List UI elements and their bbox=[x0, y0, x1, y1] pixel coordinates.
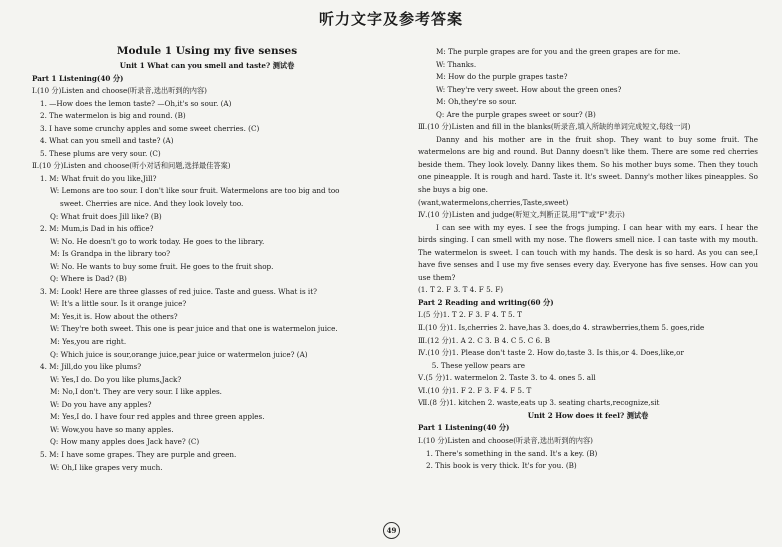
dialogue-line: M: Yes,it is. How about the others? bbox=[50, 311, 178, 321]
page-title: 听力文字及参考答案 bbox=[318, 10, 463, 28]
dialogue-line: 2. M: Mum,is Dad in his office? bbox=[40, 224, 154, 234]
dialogue-line: Q: How many apples does Jack have? (C) bbox=[50, 437, 200, 447]
answer-line: 3. I have some crunchy apples and some sweet cherries. (C) bbox=[40, 123, 260, 133]
dialogue-line: M: Yes,I do. I have four red apples and three green apples. bbox=[50, 412, 265, 422]
dialogue-line: W: Do you have any apples? bbox=[50, 399, 152, 409]
part-heading: Part 2 Reading and writing(60 分) bbox=[418, 297, 554, 307]
dialogue-line: Q: What fruit does Jill like? (B) bbox=[50, 211, 162, 221]
dialogue-line: M: Oh,they're so sour. bbox=[436, 97, 517, 107]
dialogue-line: W: Yes,I do. Do you like plums,Jack? bbox=[50, 374, 182, 384]
dialogue-line: 3. M: Look! Here are three glasses of red juice. Taste and guess. What is it? bbox=[40, 286, 317, 296]
dialogue-line: Q: Are the purple grapes sweet or sour? (B) bbox=[436, 109, 596, 119]
dialogue-line: Q: Where is Dad? (B) bbox=[50, 274, 127, 284]
dialogue-line: Q: Which juice is sour,orange juice,pear juice or watermelon juice? (A) bbox=[50, 349, 308, 359]
dialogue-line: sweet. Cherries are nice. And they look lovely too. bbox=[60, 199, 244, 209]
left-column bbox=[32, 42, 382, 474]
dialogue-line: W: No. He doesn't go to work today. He goes to the library. bbox=[50, 236, 265, 246]
answer-line: Ⅵ.(10 分)1. F 2. F 3. F 4. F 5. T bbox=[418, 385, 532, 395]
dialogue-line: W: Thanks. bbox=[436, 59, 477, 69]
answer-line: Ⅶ.(8 分)1. kitchen 2. waste,eats up 3. seating charts,recognize,sit bbox=[418, 398, 660, 408]
dialogue-line: W: They're very sweet. How about the green ones? bbox=[436, 84, 622, 94]
section-heading: Ⅱ.(10 分)Listen and choose(听小对话和问题,选择最佳答案) bbox=[32, 161, 231, 171]
dialogue-line: 5. M: I have some grapes. They are purple and green. bbox=[40, 449, 237, 459]
dialogue-line: 4. M: Jill,do you like plums? bbox=[40, 362, 142, 372]
answer-line: Ⅱ.(10 分)1. Is,cherries 2. have,has 3. does,do 4. strawberries,them 5. goes,ride bbox=[418, 323, 705, 333]
answer-line: Ⅳ.(10 分)1. Please don't taste 2. How do,taste 3. Is this,or 4. Does,like,or bbox=[418, 348, 684, 358]
part-heading: Part 1 Listening(40 分) bbox=[32, 73, 124, 83]
passage-paragraph: Danny and his mother are in the fruit shop. They want to buy some fruit. The watermelons are big and round. But Danny doesn't like them. There are some red cherries beside them. They look lovely. Danny likes them. So his mother buys some. Then they touch one pineapple. It is rough and hard. Taste it. It's sweet. Danny's mother likes pineapples. So she buys a big one. bbox=[418, 134, 758, 195]
part-heading: Part 1 Listening(40 分) bbox=[418, 423, 510, 433]
dialogue-line: W: No. He wants to buy some fruit. He goes to the fruit shop. bbox=[50, 261, 274, 271]
unit-title: Unit 1 What can you smell and taste? 测试卷 bbox=[119, 61, 295, 70]
answer-line: 2. The watermelon is big and round. (B) bbox=[40, 111, 186, 121]
section-heading: Ⅰ.(10 分)Listen and choose(听录音,选出听到的内容) bbox=[418, 435, 593, 445]
dialogue-line: W: Lemons are too sour. I don't like sour fruit. Watermelons are too big and too bbox=[50, 186, 340, 196]
dialogue-line: M: How do the purple grapes taste? bbox=[436, 72, 568, 82]
passage-paragraph: I can see with my eyes. I see the frogs jumping. I can hear with my ears. I hear the birds singing. I can smell with my nose. The flowers smell nice. I can taste with my mouth. The watermelon is sweet. I can touch with my hands. The desk is so hard. As you can see,I have five senses and I use my five senses every day. Everyone has five senses. How can you use them? bbox=[418, 222, 758, 282]
section-heading: Ⅳ.(10 分)Listen and judge(听短文,判断正误,用"T"或"F"表示) bbox=[418, 210, 625, 220]
answer-line: 5. These yellow pears are bbox=[418, 360, 525, 370]
dialogue-line: W: It's a little sour. Is it orange juice? bbox=[50, 299, 187, 309]
answer-line: 4. What can you smell and taste? (A) bbox=[40, 136, 174, 146]
dialogue-line: W: Wow,you have so many apples. bbox=[50, 424, 174, 434]
section-heading: Ⅲ.(10 分)Listen and fill in the blanks(听录音,填入所缺的单词完成短文,每线一词) bbox=[418, 122, 691, 132]
answer-key: (want,watermelons,cherries,Taste,sweet) bbox=[418, 197, 569, 207]
answer-line: Ⅲ.(12 分)1. A 2. C 3. B 4. C 5. C 6. B bbox=[418, 335, 550, 345]
dialogue-line: M: Is Grandpa in the library too? bbox=[50, 249, 171, 259]
answer-line: Ⅴ.(5 分)1. watermelon 2. Taste 3. to 4. ones 5. all bbox=[418, 373, 596, 383]
right-column bbox=[418, 46, 758, 473]
dialogue-line: M: Yes,you are right. bbox=[50, 337, 127, 347]
answer-line: Ⅰ.(5 分)1. T 2. F 3. F 4. T 5. T bbox=[418, 310, 522, 320]
dialogue-line: W: Oh,I like grapes very much. bbox=[50, 462, 163, 472]
dialogue-line: M: No,I don't. They are very sour. I like apples. bbox=[50, 387, 222, 397]
page-number: 49 bbox=[383, 522, 400, 539]
answer-line: 1. There's something in the sand. It's a key. (B) bbox=[426, 448, 598, 458]
section-heading: Ⅰ.(10 分)Listen and choose(听录音,选出听到的内容) bbox=[32, 86, 207, 96]
answer-line: 2. This book is very thick. It's for you. (B) bbox=[426, 461, 577, 471]
answer-key: (1. T 2. F 3. T 4. F 5. F) bbox=[418, 285, 504, 295]
answer-line: 5. These plums are very sour. (C) bbox=[40, 148, 161, 158]
module-title: Module 1 Using my five senses bbox=[116, 45, 298, 57]
dialogue-line: 1. M: What fruit do you like,Jill? bbox=[40, 173, 157, 183]
dialogue-line: W: They're both sweet. This one is pear juice and that one is watermelon juice. bbox=[50, 324, 338, 334]
answer-line: 1. —How does the lemon taste? —Oh,it's so sour. (A) bbox=[40, 98, 232, 108]
unit-title: Unit 2 How does it feel? 测试卷 bbox=[527, 410, 649, 420]
dialogue-line: M: The purple grapes are for you and the green grapes are for me. bbox=[436, 47, 681, 56]
